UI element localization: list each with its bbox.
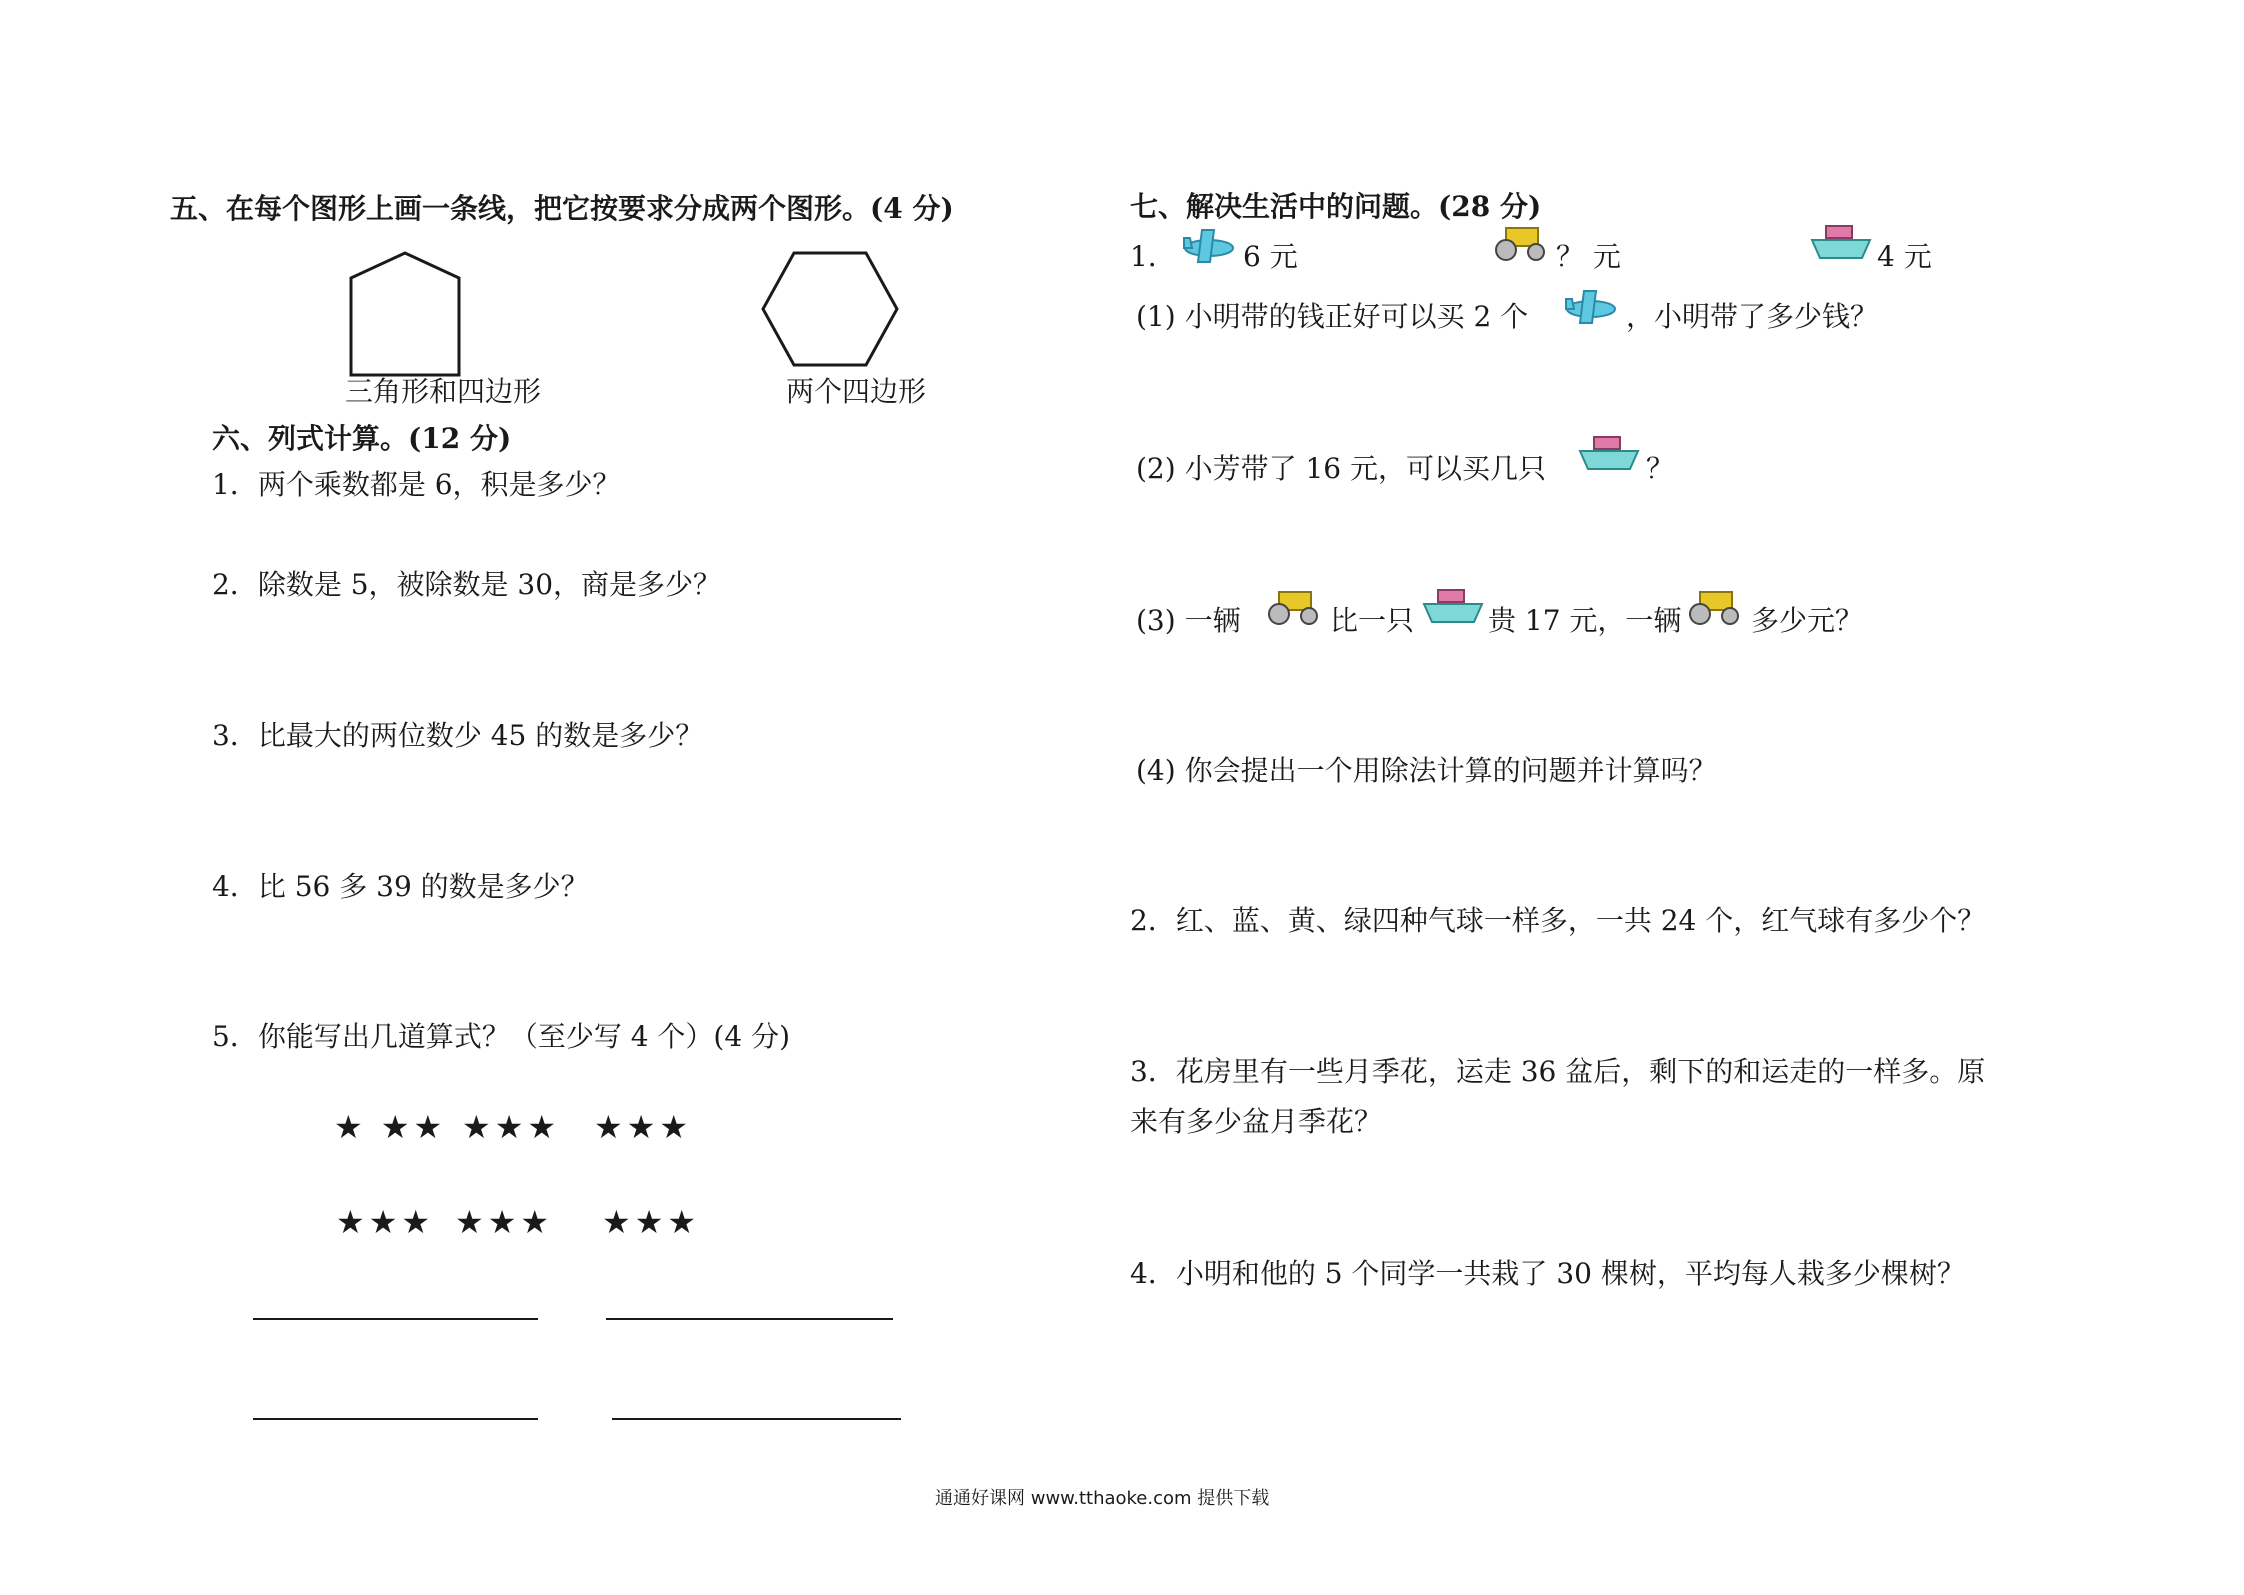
tractor-icon — [1265, 586, 1323, 626]
hexagon-shape — [760, 250, 900, 368]
airplane-icon — [1180, 222, 1238, 266]
star-group: ★★★ — [336, 1203, 435, 1241]
answer-line[interactable] — [253, 1418, 538, 1420]
star-group: ★ ★★ — [334, 1108, 447, 1146]
s6-question-2: 2．除数是 5，被除数是 30，商是多少？ — [212, 568, 722, 601]
hexagon-caption: 两个四边形 — [786, 375, 927, 408]
s6-question-5: 5．你能写出几道算式？（至少写 4 个）(4 分) — [212, 1020, 790, 1053]
answer-line[interactable] — [606, 1318, 893, 1320]
boat-icon — [1578, 433, 1640, 473]
s7-question-4: 4．小明和他的 5 个同学一共栽了 30 棵树，平均每人栽多少棵树？ — [1130, 1257, 1965, 1290]
s7-q1-part2-text-a: (2) 小芳带了 16 元，可以买几只 — [1136, 452, 1546, 485]
s7-q1-part2-text-b: ？ — [1646, 452, 1675, 485]
s7-question-3-line2: 来有多少盆月季花？ — [1130, 1105, 1383, 1138]
s6-question-4: 4．比 56 多 39 的数是多少？ — [212, 870, 589, 903]
s7-q1-part3-text-c: 贵 17 元，一辆 — [1488, 604, 1682, 637]
car-price: ？ 元 — [1556, 240, 1621, 273]
section7-title: 七、解决生活中的问题。(28 分) — [1130, 190, 1542, 223]
boat-icon — [1422, 586, 1484, 626]
s7-q1-part3-text-d: 多少元？ — [1751, 604, 1864, 637]
section5-title: 五、在每个图形上画一条线，把它按要求分成两个图形。(4 分) — [170, 192, 954, 225]
s7-question-1-number: 1． — [1130, 240, 1176, 273]
s7-q1-part1-text-a: (1) 小明带的钱正好可以买 2 个 — [1136, 300, 1529, 333]
pentagon-shape — [345, 250, 465, 380]
tractor-icon — [1492, 222, 1550, 262]
s7-question-3-line1: 3．花房里有一些月季花，运走 36 盆后，剩下的和运走的一样多。原 — [1130, 1055, 1986, 1088]
airplane-icon — [1562, 283, 1620, 327]
boat-price: 4 元 — [1877, 240, 1932, 273]
s6-question-1: 1．两个乘数都是 6，积是多少？ — [212, 468, 621, 501]
star-group: ★★★ — [462, 1108, 561, 1146]
boat-icon — [1810, 222, 1872, 262]
tractor-icon — [1686, 586, 1744, 626]
plane-price: 6 元 — [1243, 240, 1298, 273]
footer-text: 通通好课网 www.tthaoke.com 提供下载 — [935, 1488, 1270, 1509]
s7-q1-part4: (4) 你会提出一个用除法计算的问题并计算吗？ — [1136, 754, 1717, 787]
star-group: ★★★ — [602, 1203, 701, 1241]
star-group: ★★★ — [455, 1203, 554, 1241]
answer-line[interactable] — [612, 1418, 901, 1420]
s7-q1-part3-text-b: 比一只 — [1330, 604, 1415, 637]
section6-title: 六、列式计算。(12 分) — [212, 422, 512, 455]
s6-question-3: 3．比最大的两位数少 45 的数是多少？ — [212, 719, 704, 752]
star-group: ★★★ — [594, 1108, 693, 1146]
s7-question-2: 2．红、蓝、黄、绿四种气球一样多，一共 24 个，红气球有多少个？ — [1130, 904, 1986, 937]
pentagon-caption: 三角形和四边形 — [345, 375, 542, 408]
answer-line[interactable] — [253, 1318, 538, 1320]
s7-q1-part1-text-b: ，小明带了多少钱？ — [1626, 300, 1879, 333]
s7-q1-part3-text-a: (3) 一辆 — [1136, 604, 1241, 637]
